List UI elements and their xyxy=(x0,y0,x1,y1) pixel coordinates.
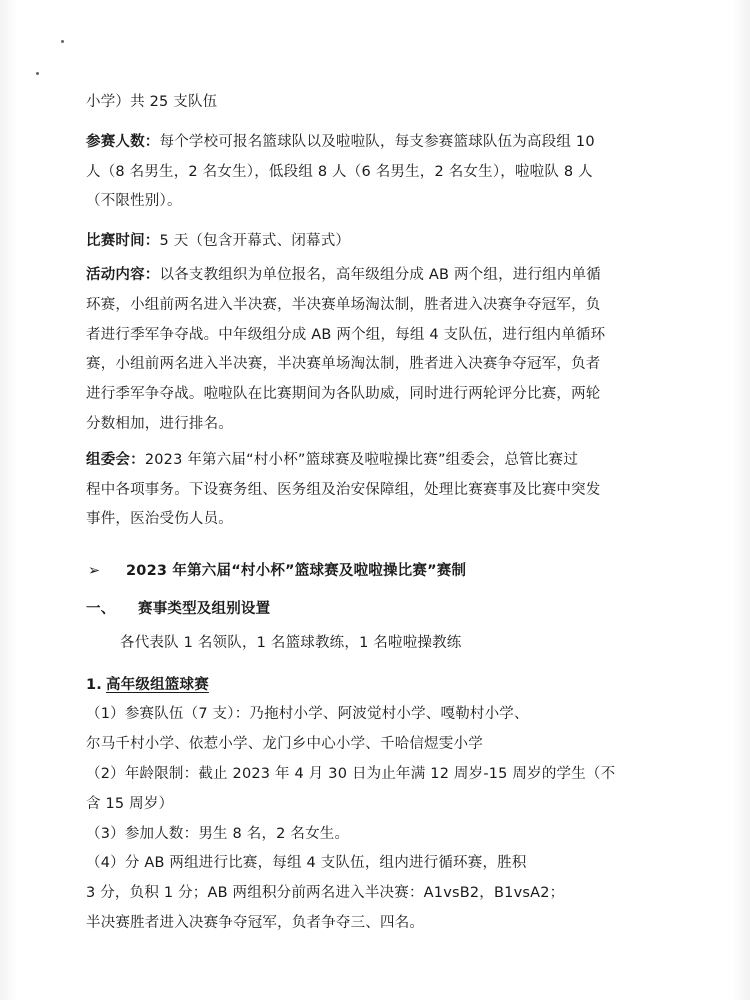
committee-label: 组委会： xyxy=(86,451,145,468)
list-item: （4）分 AB 两组进行比赛，每组 4 支队伍，组内进行循环赛，胜积 xyxy=(86,855,527,872)
duration-label: 比赛时间： xyxy=(86,233,160,250)
duration-text: 5 天（包含开幕式、闭幕式） xyxy=(159,233,351,250)
scan-speck xyxy=(61,40,64,43)
activity-line: 分数相加，进行排名。 xyxy=(86,415,233,432)
subsection-title: 高年级组篮球赛 xyxy=(106,676,209,693)
section-number: 一、 xyxy=(86,600,116,617)
activity-label: 活动内容： xyxy=(86,266,160,283)
rules-heading xyxy=(86,557,646,587)
list-item: （1）参赛队伍（7 支）：乃拖村小学、阿波觉村小学、嘎勒村小学、 xyxy=(86,706,529,723)
committee-paragraph xyxy=(86,446,646,535)
participants-line: （不限性别）。 xyxy=(86,193,182,210)
intro-tail: 小学）共 25 支队伍 xyxy=(86,94,218,110)
arrow-bullet-icon: ➢ xyxy=(88,563,101,580)
participants-paragraph xyxy=(86,128,646,217)
list-item: （3）参加人数：男生 8 名，2 名女生。 xyxy=(86,825,350,842)
subsection-number: 1. xyxy=(86,676,102,693)
activity-line: 环赛，小组前两名进入半决赛，半决赛单场淘汰制，胜者进入决赛争夺冠军，负 xyxy=(86,296,601,313)
duration-paragraph xyxy=(86,227,646,257)
delegation-line: 各代表队 1 名领队，1 名篮球教练，1 名啦啦操教练 xyxy=(120,634,462,651)
activity-line: 以各支教组织为单位报名，高年级组分成 AB 两个组，进行组内单循 xyxy=(159,266,601,283)
committee-line: 事件，医治受伤人员。 xyxy=(86,511,233,528)
list-item: 3 分，负积 1 分；AB 两组积分前两名进入半决赛：A1vsB2，B1vsA2； xyxy=(86,885,565,902)
participants-line: 人（8 名男生，2 名女生），低段组 8 人（6 名男生，2 名女生），啦啦队 8 人 xyxy=(86,163,593,180)
rules-heading-text: 2023 年第六届“村小杯”篮球赛及啦啦操比赛”赛制 xyxy=(126,563,467,580)
committee-line: 2023 年第六届“村小杯”篮球赛及啦啦操比赛”组委会，总管比赛过 xyxy=(144,451,578,468)
list-item: 尔马千村小学、依惹小学、龙门乡中心小学、千哈信煜雯小学 xyxy=(86,736,483,753)
document-body xyxy=(86,88,646,939)
section-title: 赛事类型及组别设置 xyxy=(138,600,271,617)
activity-line: 进行季军争夺战。啦啦队在比赛期间为各队助威，同时进行两轮评分比赛，两轮 xyxy=(86,386,601,403)
activity-line: 赛，小组前两名进入半决赛，半决赛单场淘汰制，胜者进入决赛争夺冠军，负者 xyxy=(86,356,601,373)
list-item: 半决赛胜者进入决赛争夺冠军，负者争夺三、四名。 xyxy=(86,914,425,931)
committee-line: 程中各项事务。下设赛务组、医务组及治安保障组，处理比赛赛事及比赛中突发 xyxy=(86,481,601,498)
activity-paragraph xyxy=(86,261,646,440)
section-heading xyxy=(86,595,646,625)
participants-line: 每个学校可报名篮球队以及啦啦队，每支参赛篮球队伍为高段组 10 xyxy=(159,133,595,150)
activity-line: 者进行季军争夺战。中年级组分成 AB 两个组，每组 4 支队伍，进行组内单循环 xyxy=(86,326,606,343)
list-item: （2）年龄限制：截止 2023 年 4 月 30 日为止年满 12 周岁-15 周岁的学生（不 xyxy=(86,765,616,782)
participants-label: 参赛人数： xyxy=(86,133,160,150)
list-item: 含 15 周岁） xyxy=(86,795,174,812)
scan-speck xyxy=(36,72,39,75)
subsection-items xyxy=(86,700,646,938)
subsection-heading xyxy=(86,671,646,701)
